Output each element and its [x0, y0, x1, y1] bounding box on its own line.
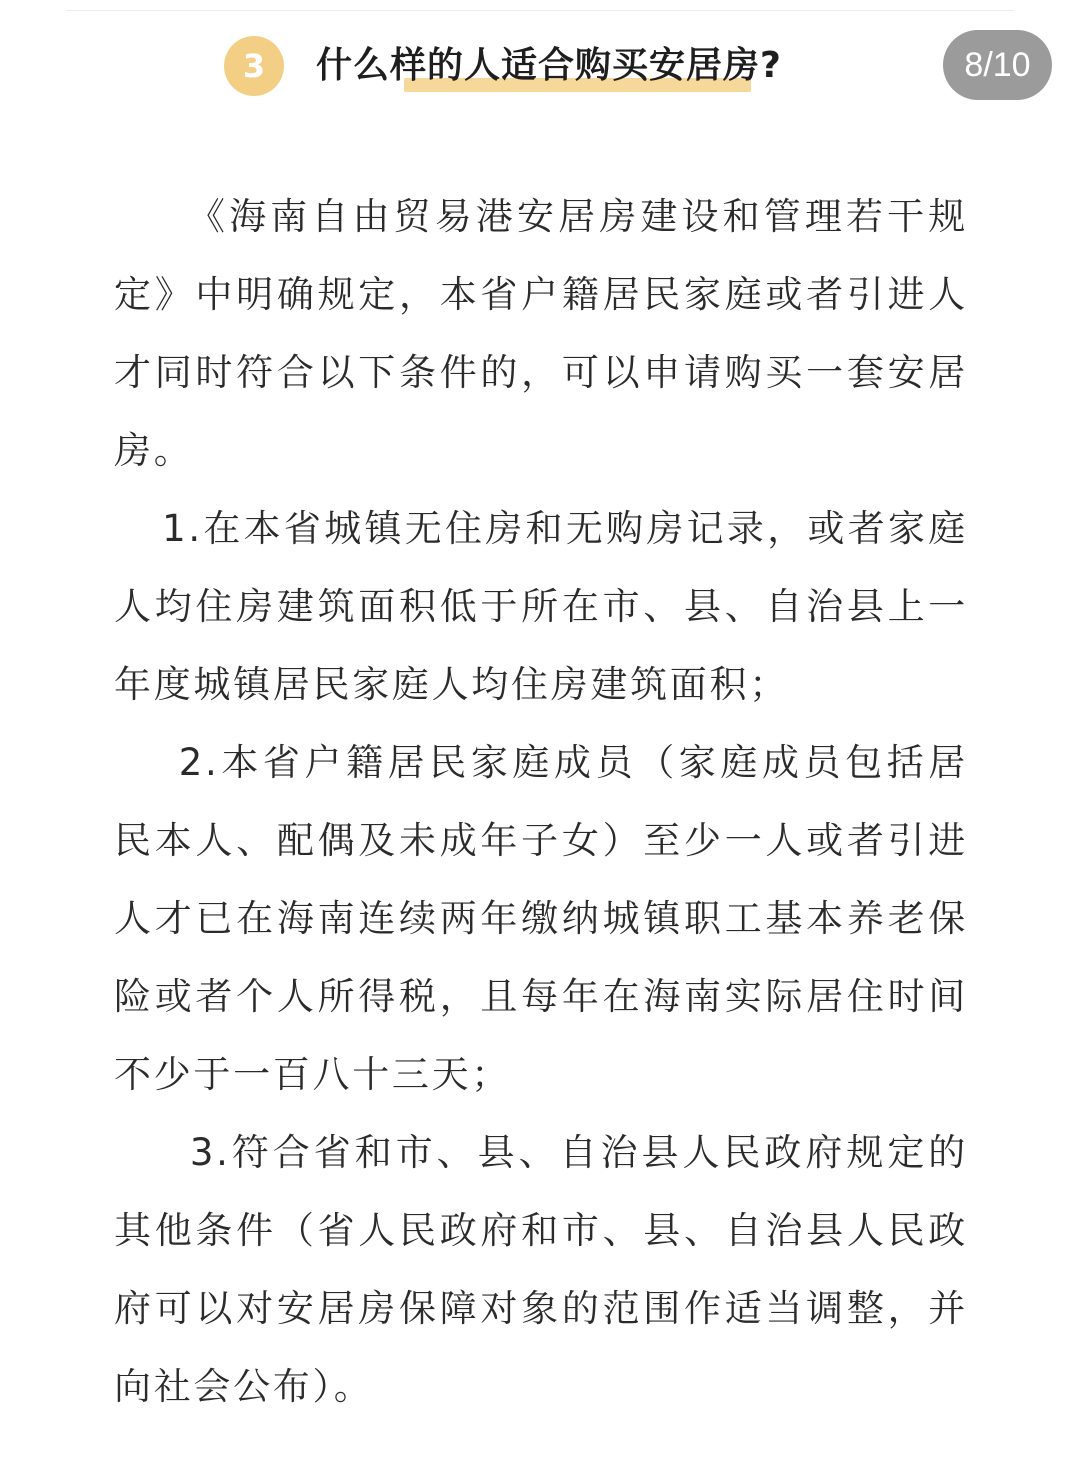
condition-item-1: 1.在本省城镇无住房和无购房记录，或者家庭人均住房建筑面积低于所在市、县、自治县上一年度城镇居民家庭人均住房建筑面积；: [114, 507, 968, 706]
article-body: [114, 178, 968, 1426]
condition-item-2: 2.本省户籍居民家庭成员（家庭成员包括居民本人、配偶及未成年子女）至少一人或者引进人才已在海南连续两年缴纳城镇职工基本养老保险或者个人所得税，且每年在海南实际居住时间不少于一百八十三天；: [114, 741, 968, 1096]
section-number-badge: 3: [224, 36, 284, 96]
top-divider: [66, 10, 1014, 11]
condition-item-3: 3.符合省和市、县、自治县人民政府规定的其他条件（省人民政府和市、县、自治县人民政府可以对安居房保障对象的范围作适当调整，并向社会公布）。: [114, 1131, 968, 1408]
section-header: [0, 22, 1080, 110]
page-indicator: 8/10: [943, 30, 1052, 100]
title-wrap: [316, 38, 782, 98]
intro-paragraph: 《海南自由贸易港安居房建设和管理若干规定》中明确规定，本省户籍居民家庭或者引进人才同时符合以下条件的，可以申请购买一套安居房。: [114, 195, 968, 472]
page-title: 什么样的人适合购买安居房?: [316, 45, 782, 86]
